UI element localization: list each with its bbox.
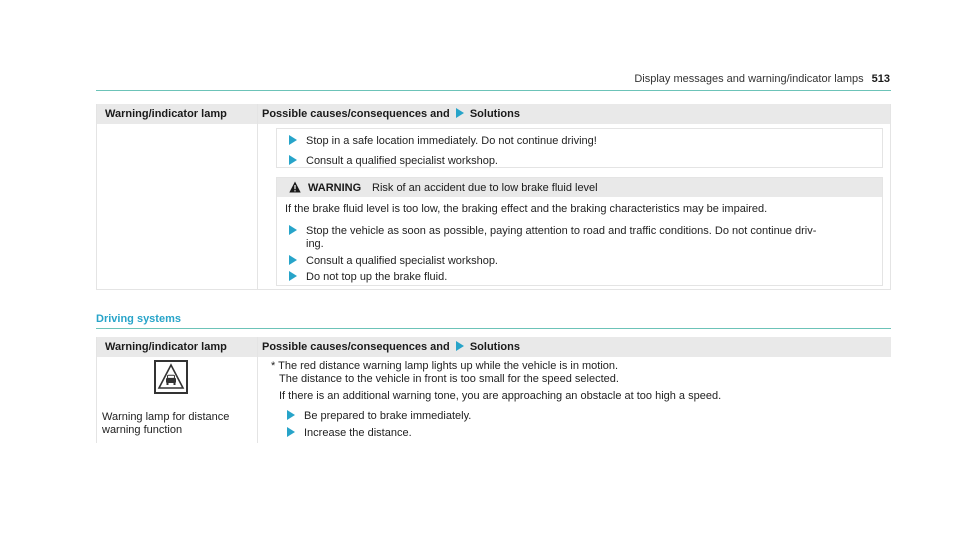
causes-column-header xyxy=(262,341,520,353)
list-item: Stop in a safe location immediately. Do not continue driving! xyxy=(289,135,597,147)
list-item: Consult a qualified specialist workshop. xyxy=(289,155,498,167)
page-number: 513 xyxy=(871,73,890,85)
bullet-arrow-icon xyxy=(289,225,297,235)
description-line: The distance to the vehicle in front is too small for the speed selected. xyxy=(279,373,619,385)
warning-header xyxy=(277,178,882,197)
causes-column-header xyxy=(262,108,520,120)
column-divider xyxy=(257,337,258,443)
warning-text: Risk of an accident due to low brake fluid level xyxy=(372,182,598,194)
brake-fluid-table xyxy=(96,104,891,290)
section-rule xyxy=(96,328,891,329)
arrow-icon xyxy=(456,108,464,118)
lamp-column-header: Warning/indicator lamp xyxy=(105,341,227,353)
column-divider xyxy=(257,104,258,290)
list-item: Consult a qualified specialist workshop. xyxy=(289,255,498,267)
distance-warning-table xyxy=(96,337,891,443)
arrow-icon xyxy=(456,341,464,351)
table-header xyxy=(97,337,891,357)
bullet-arrow-icon xyxy=(287,410,295,420)
solutions-header-text: Solutions xyxy=(469,341,520,353)
bullet-arrow-icon xyxy=(289,255,297,265)
warning-body: If the brake fluid level is too low, the braking effect and the braking characteristics may be impaired. xyxy=(285,203,768,215)
bullet-arrow-icon xyxy=(289,271,297,281)
causes-header-text: Possible causes/consequences and xyxy=(262,341,450,353)
causes-header-text: Possible causes/consequences and xyxy=(262,108,450,120)
lamp-column-header: Warning/indicator lamp xyxy=(105,108,227,120)
table-header xyxy=(97,104,890,124)
header-rule xyxy=(96,90,891,91)
bullet-arrow-icon xyxy=(289,155,297,165)
list-item: Increase the distance. xyxy=(287,427,412,439)
warning-box xyxy=(276,177,883,286)
car-warning-icon xyxy=(156,362,186,392)
lamp-caption: Warning lamp for distance warning function xyxy=(102,411,230,436)
section-title: Driving systems xyxy=(96,313,181,325)
distance-warning-lamp-icon xyxy=(154,360,188,394)
bullet-arrow-icon xyxy=(287,427,295,437)
list-item: Do not top up the brake fluid. xyxy=(289,271,447,283)
bullet-arrow-icon xyxy=(289,135,297,145)
list-item: Be prepared to brake immediately. xyxy=(287,410,471,422)
description-line: * The red distance warning lamp lights up while the vehicle is in motion. xyxy=(271,360,619,372)
list-item-continuation: ing. xyxy=(306,238,324,250)
solutions-header-text: Solutions xyxy=(469,108,520,120)
page-header-title: Display messages and warning/indicator lamps xyxy=(634,73,864,85)
description-line: If there is an additional warning tone, you are approaching an obstacle at too high a speed. xyxy=(279,390,722,402)
warning-label: WARNING xyxy=(308,182,362,194)
list-item: Stop the vehicle as soon as possible, paying attention to road and traffic conditions. Do not continue driv- xyxy=(289,225,816,237)
page-header xyxy=(634,73,890,85)
instructions-box xyxy=(276,128,883,168)
warning-triangle-icon xyxy=(289,181,301,193)
